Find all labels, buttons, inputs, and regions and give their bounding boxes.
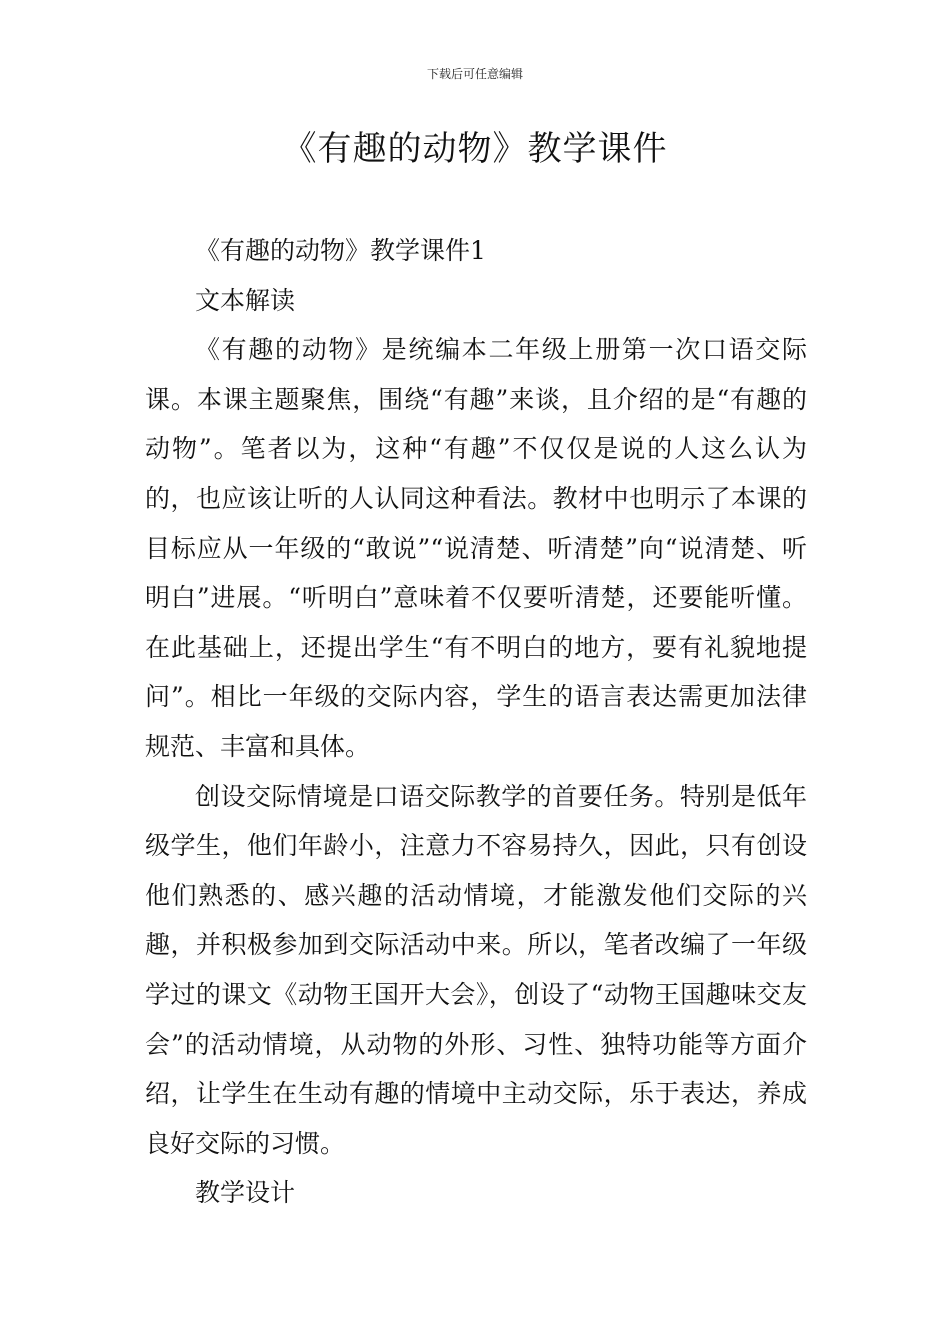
document-body: [145, 226, 807, 1218]
section-heading-text-analysis: 文本解读: [195, 285, 296, 315]
section-heading-teaching-design: 教学设计: [195, 1178, 296, 1208]
document-title: 《有趣的动物》教学课件: [282, 129, 668, 169]
paragraph-text-analysis: 《有趣的动物》是统编本二年级上册第一次口语交际课。本课主题聚焦，围绕“有趣”来谈，且介绍的是“有趣的动物”。笔者以为，这种“有趣”不仅仅是说的人这么认为的，也应该让听的人认同这种看法。教材中也明示了本课的目标应从一年级的“敢说”“说清楚、听清楚”向“说清楚、听明白”进展。“听明白”意味着不仅要听清楚，还要能听懂。在此基础上，还提出学生“有不明白的地方，要有礼貌地提问”。相比一年级的交际内容，学生的语言表达需更加法律规范、丰富和具体。: [145, 335, 807, 761]
section-heading-courseware-1: 《有趣的动物》教学课件1: [195, 236, 486, 265]
paragraph-situation-creation: 创设交际情境是口语交际教学的首要任务。特别是低年级学生，他们年龄小，注意力不容易持久，因此，只有创设他们熟悉的、感兴趣的活动情境，才能激发他们交际的兴趣，并积极参加到交际活动中来。所以，笔者改编了一年级学过的课文《动物王国开大会》，创设了“动物王国趣味交友会”的活动情境，从动物的外形、习性、独特功能等方面介绍，让学生在生动有趣的情境中主动交际，乐于表达，养成良好交际的习惯。: [145, 781, 807, 1158]
header-note: 下载后可任意编辑: [426, 67, 523, 81]
